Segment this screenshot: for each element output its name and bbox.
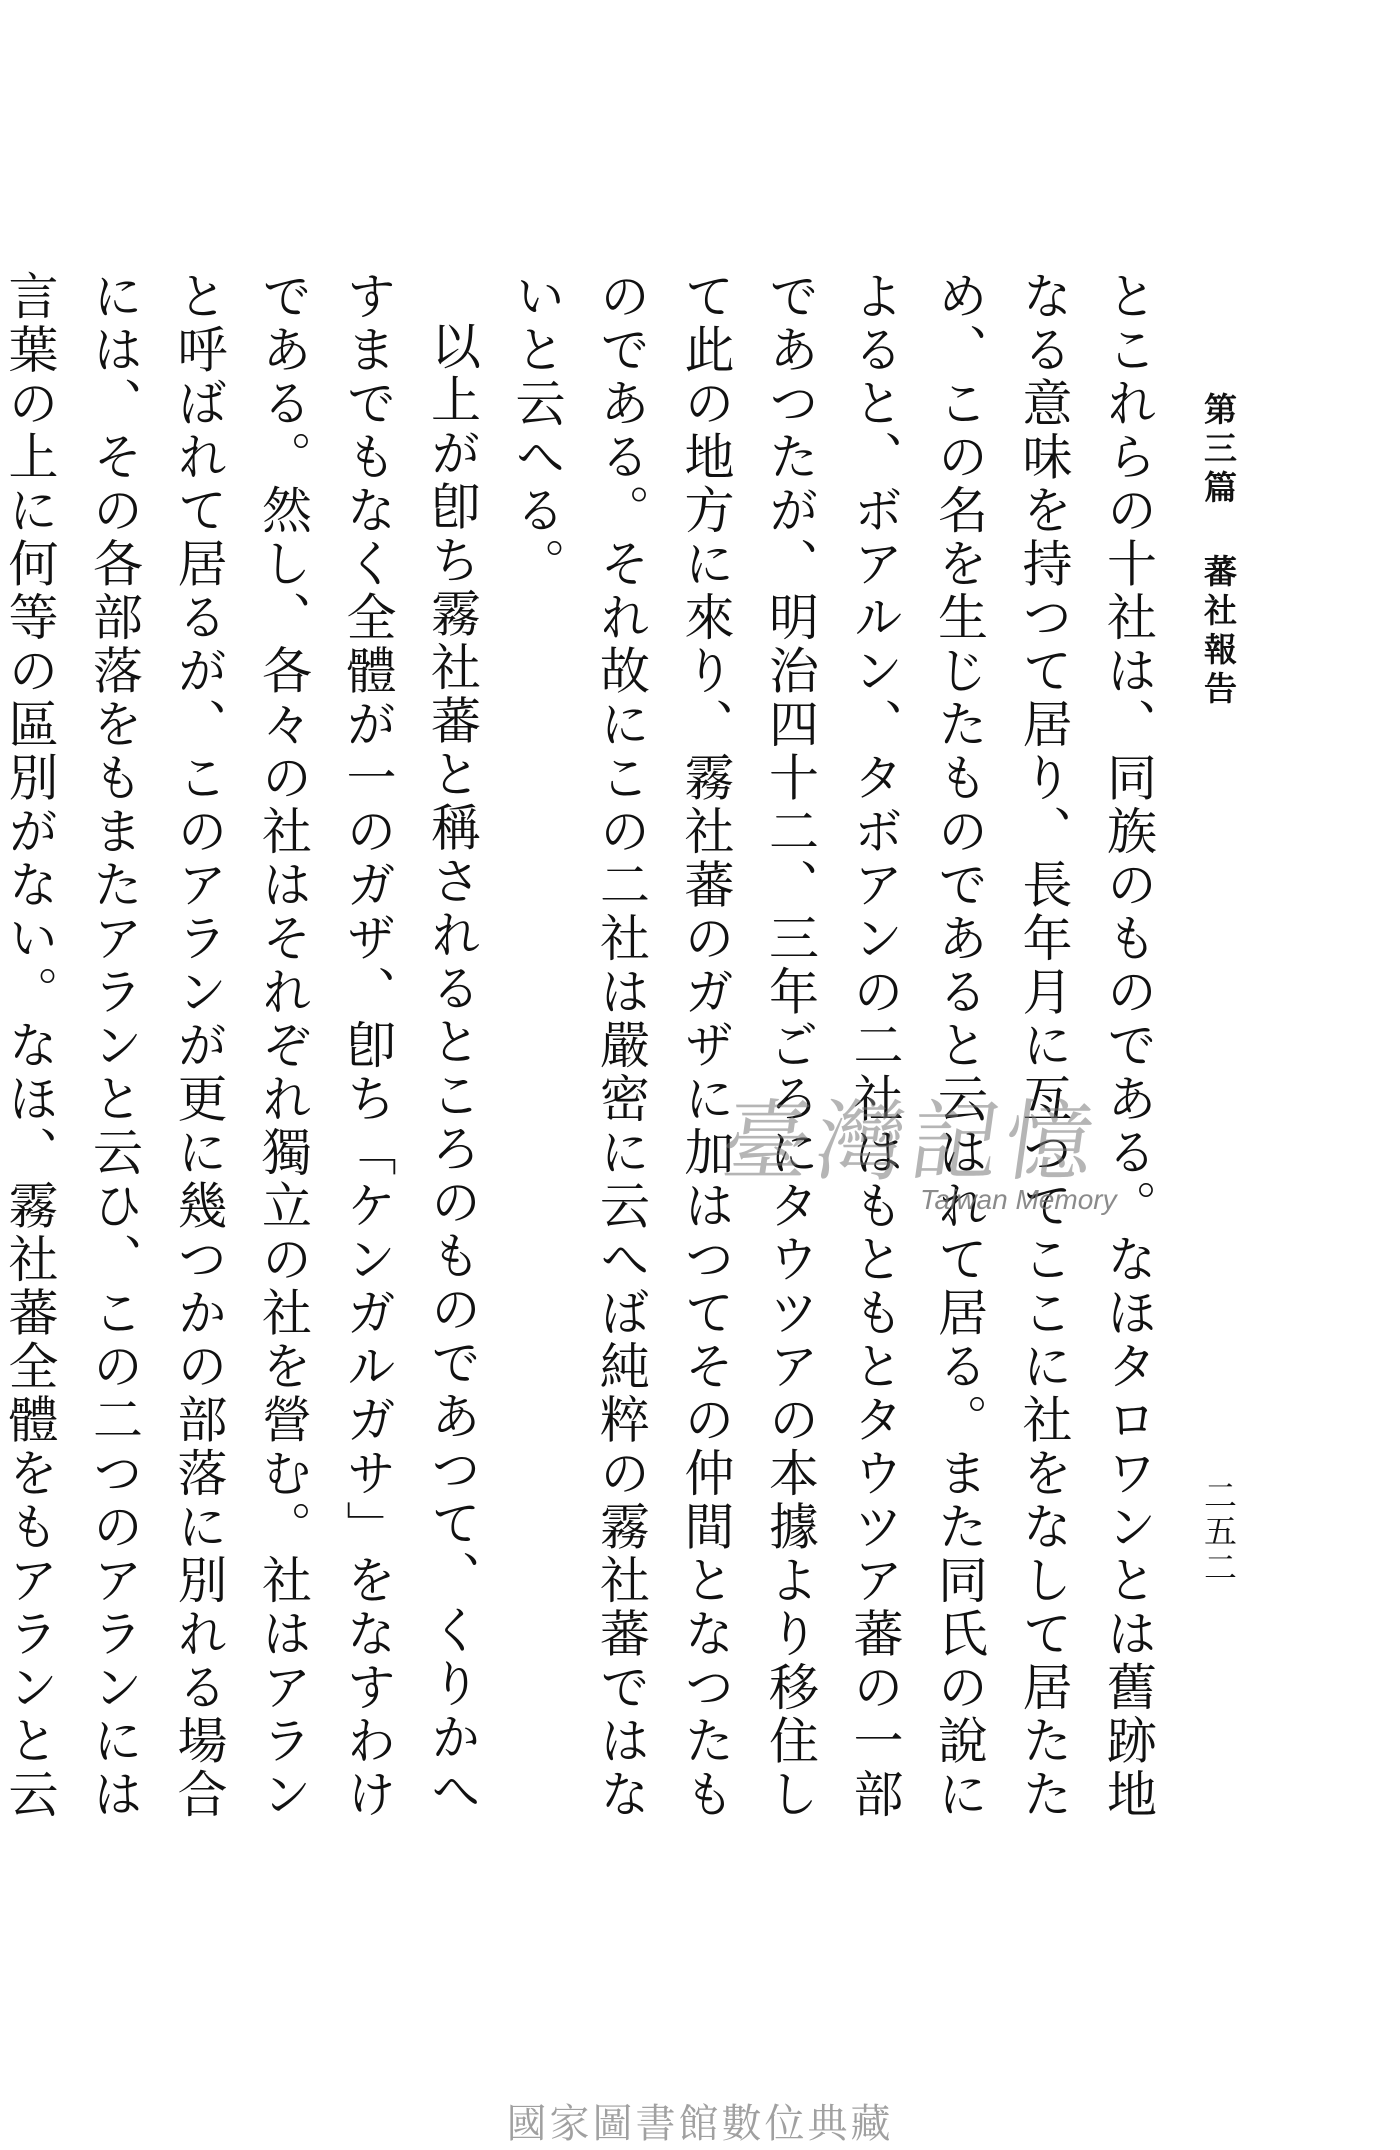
watermark-title: 臺灣記憶 [715,1090,1107,1193]
paragraph: とこれらの十社は、同族のものである。なほタロワンとは舊跡地なる意味を持つて居り、長年月に亙つてここに社をなして居たため、この名を生じたものであると云はれて居る。また同氏の說によると、ボアルン、タボアンの二社はもともとタウツア蕃の一部であつたが、明治四十二、三年ごろにタウツアの本據より移住して此の地方に來り、霧社蕃のガザに加はつてその仲間となつたものである。それ故にこの二社は嚴密に云へば純粹の霧社蕃ではないと云へる。 [507,270,1157,1822]
running-header: 第三篇 蕃社報告 [1199,392,1238,710]
body-text [0,270,1170,1840]
watermark-subtitle: Taiwan Memory [920,1184,1117,1215]
page-number: 二五二 [1199,1478,1238,1586]
paragraph: 以上が卽ち霧社蕃と稱されるところのものであつて、くりかへすまでもなく全體が一のガザ、卽ち「ケンガルガサ」をなすわけである。然し、各々の社はそれぞれ獨立の社を營む。社はアランと呼ばれて居るが、このアランが更に幾つかの部落に別れる場合には、その各部落をもまたアランと云ひ、この二つのアランには言葉の上に何等の區別がない。なほ、霧社蕃全體をもアランと云 [0,270,481,1822]
footer-credit: 國家圖書館數位典藏 [506,2101,894,2147]
